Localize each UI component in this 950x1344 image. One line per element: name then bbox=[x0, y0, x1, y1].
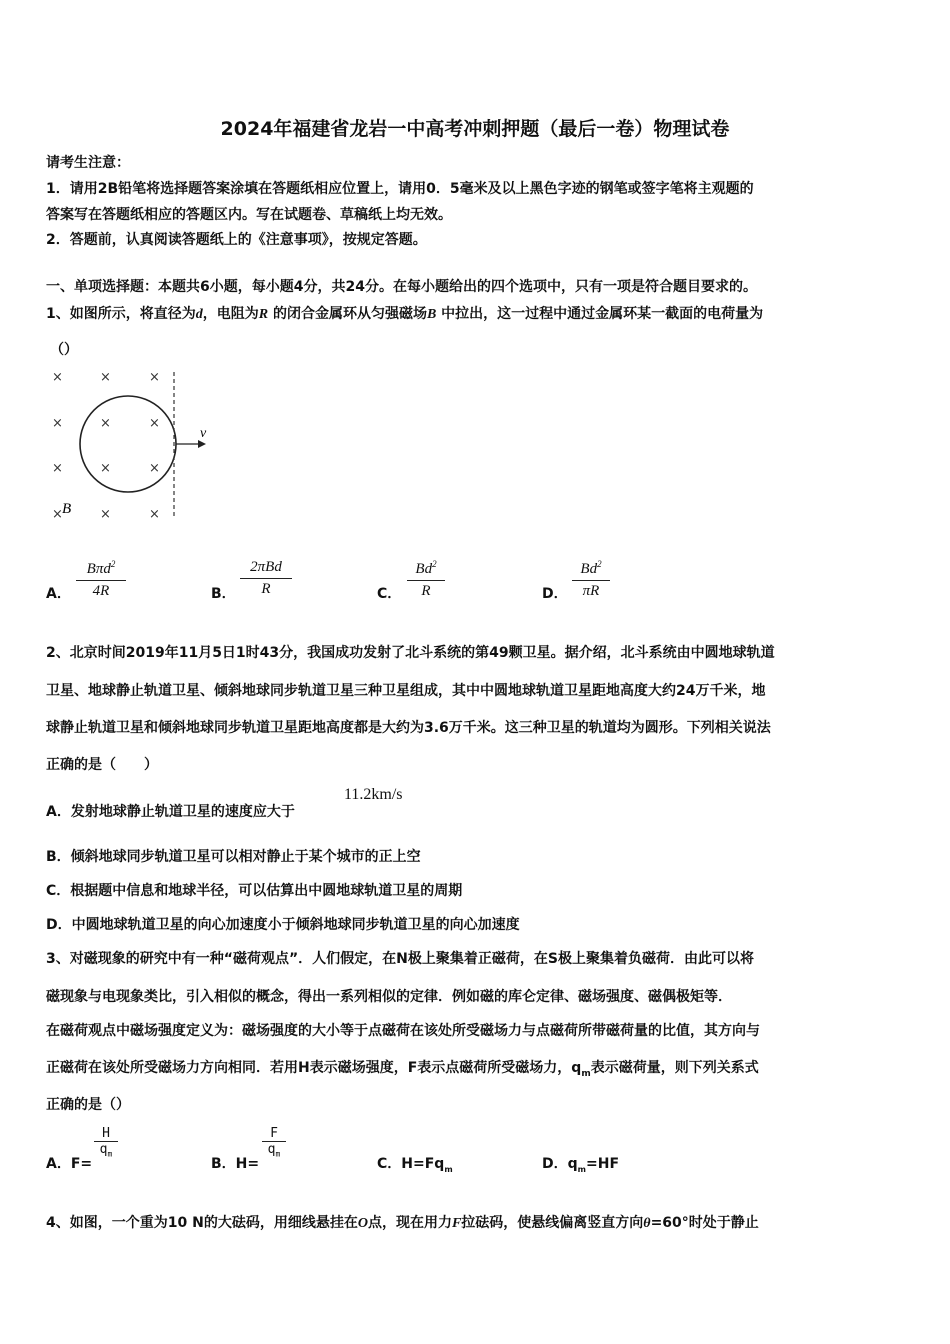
arrow-head-icon bbox=[198, 440, 206, 448]
field-mark: × bbox=[149, 507, 160, 522]
q1-option-c-label[interactable]: C． bbox=[377, 586, 402, 602]
page-title: 2024年福建省龙岩一中高考冲刺押题（最后一卷）物理试卷 bbox=[220, 118, 730, 140]
q3-line-5: 正确的是（） bbox=[46, 1097, 130, 1113]
q4-line-1: 4、如图，一个重为10 N的大砝码，用细线悬挂在O点，现在用力F拉砝码，使悬线偏离竖直方向θ=60°时处于静止 bbox=[46, 1215, 759, 1231]
q2-line-3: 球静止轨道卫星和倾斜地球同步轨道卫星距地高度都是大约为3.6万千米。这三种卫星的轨道均为圆形。下列相关说法 bbox=[46, 720, 771, 736]
q1-option-c-formula[interactable]: $\frac{Bd^2}{R}$ bbox=[407, 559, 445, 600]
label-v: v bbox=[200, 426, 207, 441]
q2-option-c[interactable]: C．根据题中信息和地球半径，可以估算出中圆地球轨道卫星的周期 bbox=[46, 883, 463, 899]
q3-option-d[interactable]: D．$q_m=HF$ bbox=[542, 1156, 620, 1174]
field-mark: × bbox=[100, 416, 111, 431]
magnetic-ring-figure bbox=[46, 364, 216, 524]
field-mark: × bbox=[52, 461, 63, 476]
field-mark: × bbox=[100, 461, 111, 476]
notice-line-2: 2．答题前，认真阅读答题纸上的《注意事项》，按规定答题。 bbox=[46, 232, 427, 248]
q2-option-b[interactable]: B．倾斜地球同步轨道卫星可以相对静止于某个城市的正上空 bbox=[46, 849, 421, 865]
field-mark: × bbox=[52, 507, 63, 522]
q1-stem: 1、如图所示，将直径为d，电阻为R 的闭合金属环从匀强磁场B 中拉出，这一过程中通过金属环某一截面的电荷量为 bbox=[46, 306, 764, 322]
q3-line-4: 正磁荷在该处所受磁场力方向相同．若用H表示磁场强度，F表示点磁荷所受磁场力，$q_m$表示磁荷量，则下列关系式 bbox=[46, 1060, 759, 1079]
field-mark: × bbox=[100, 370, 111, 385]
metal-ring bbox=[80, 396, 176, 492]
q2-option-d[interactable]: D．中圆地球轨道卫星的向心加速度小于倾斜地球同步轨道卫星的向心加速度 bbox=[46, 917, 520, 933]
field-mark: × bbox=[149, 461, 160, 476]
notice-line-1a: 1．请用2B铅笔将选择题答案涂填在答题纸相应位置上，请用0．5毫米及以上黑色字迹的钢笔或签字笔将主观题的 bbox=[46, 181, 754, 197]
q2-line-2: 卫星、地球静止轨道卫星、倾斜地球同步轨道卫星三种卫星组成，其中中圆地球轨道卫星距地高度大约24万千米，地 bbox=[46, 683, 766, 699]
q3-option-a-formula[interactable]: $\frac{H}{q_m}$ bbox=[94, 1126, 118, 1159]
q3-option-a-label[interactable]: A．F= bbox=[46, 1156, 93, 1172]
q1-option-d-formula[interactable]: $\frac{Bd^2}{\pi R}$ bbox=[572, 559, 610, 600]
field-mark: × bbox=[149, 370, 160, 385]
q2-option-a-value: 11.2km/s bbox=[344, 786, 403, 803]
field-mark: × bbox=[149, 416, 160, 431]
q1-option-a-label[interactable]: A． bbox=[46, 586, 71, 602]
field-mark: × bbox=[52, 370, 63, 385]
q2-line-1: 2、北京时间2019年11月5日1时43分，我国成功发射了北斗系统的第49颗卫星。据介绍，北斗系统由中圆地球轨道 bbox=[46, 645, 775, 661]
q1-option-b-label[interactable]: B． bbox=[211, 586, 236, 602]
notice-line-1b: 答案写在答题纸相应的答题区内。写在试题卷、草稿纸上均无效。 bbox=[46, 207, 452, 223]
q2-option-a[interactable]: A．发射地球静止轨道卫星的速度应大于 bbox=[46, 804, 295, 820]
q3-option-b-label[interactable]: B．H= bbox=[211, 1156, 260, 1172]
q1-option-a-formula[interactable]: Bπd$^2$ 4R bbox=[76, 559, 126, 600]
label-B: B bbox=[62, 501, 72, 517]
q3-option-c[interactable]: C．$H=Fq_m$ bbox=[377, 1156, 453, 1174]
q3-option-b-formula[interactable]: $\frac{F}{q_m}$ bbox=[262, 1126, 286, 1159]
q1-paren: （） bbox=[50, 342, 78, 358]
q1-option-d-label[interactable]: D． bbox=[542, 586, 568, 602]
q2-line-4: 正确的是（ ） bbox=[46, 757, 158, 773]
field-mark: × bbox=[100, 507, 111, 522]
field-mark: × bbox=[52, 416, 63, 431]
q3-line-2: 磁现象与电现象类比，引入相似的概念，得出一系列相似的定律．例如磁的库仑定律、磁场强度、磁偶极矩等． bbox=[46, 989, 732, 1005]
q1-option-b-formula[interactable]: 2πBd R bbox=[240, 559, 292, 598]
section-heading: 一、单项选择题：本题共6小题，每小题4分，共24分。在每小题给出的四个选项中，只有一项是符合题目要求的。 bbox=[46, 279, 757, 295]
q3-line-1: 3、对磁现象的研究中有一种“磁荷观点”．人们假定，在N极上聚集着正磁荷，在S极上聚集着负磁荷．由此可以将 bbox=[46, 951, 754, 967]
notice-heading: 请考生注意： bbox=[46, 155, 130, 171]
q3-line-3: 在磁荷观点中磁场强度定义为：磁场强度的大小等于点磁荷在该处所受磁场力与点磁荷所带磁荷量的比值，其方向与 bbox=[46, 1023, 760, 1039]
